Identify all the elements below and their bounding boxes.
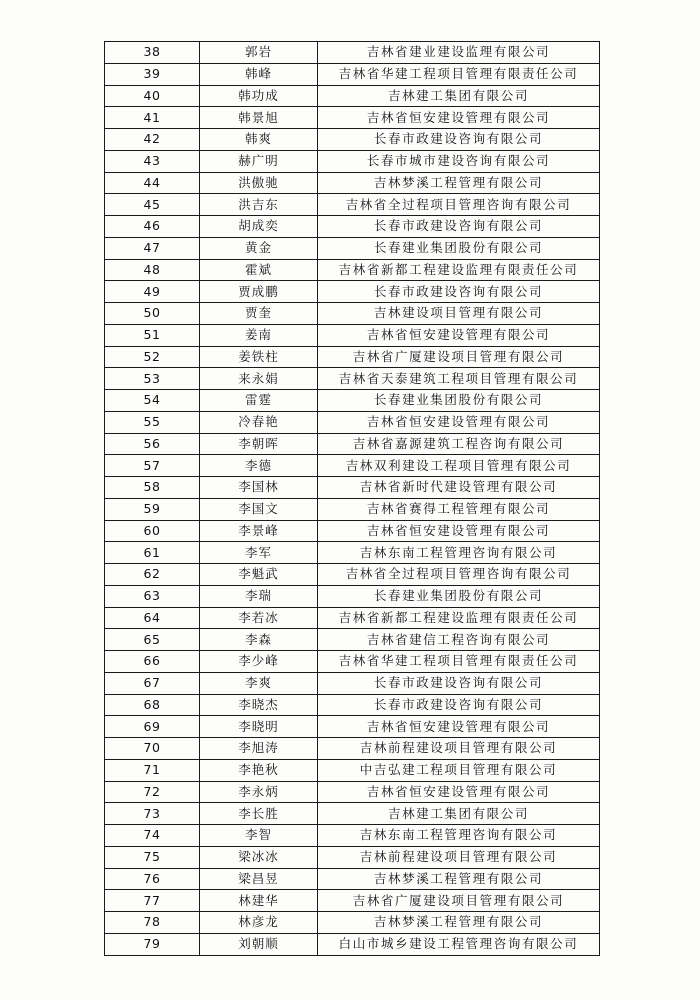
table-row [105, 912, 600, 934]
table-row [105, 129, 600, 151]
row-number-cell: 74 [105, 825, 200, 847]
row-number-cell: 78 [105, 912, 200, 934]
person-name-cell: 林建华 [200, 890, 318, 912]
organization-cell: 吉林省华建工程项目管理有限责任公司 [318, 63, 600, 85]
organization-cell: 吉林前程建设项目管理有限公司 [318, 846, 600, 868]
person-name-cell: 洪傲驰 [200, 172, 318, 194]
organization-cell: 吉林建设项目管理有限公司 [318, 303, 600, 325]
person-name-cell: 李晓明 [200, 716, 318, 738]
person-name-cell: 胡成奕 [200, 216, 318, 238]
table-row [105, 520, 600, 542]
organization-cell: 吉林省建信工程咨询有限公司 [318, 629, 600, 651]
row-number-cell: 50 [105, 303, 200, 325]
table-row [105, 672, 600, 694]
row-number-cell: 45 [105, 194, 200, 216]
table-row [105, 281, 600, 303]
organization-cell: 长春市政建设咨询有限公司 [318, 216, 600, 238]
row-number-cell: 44 [105, 172, 200, 194]
row-number-cell: 58 [105, 477, 200, 499]
table-row [105, 455, 600, 477]
person-name-cell: 姜铁柱 [200, 346, 318, 368]
organization-cell: 吉林省恒安建设管理有限公司 [318, 716, 600, 738]
organization-cell: 吉林省天泰建筑工程项目管理有限公司 [318, 368, 600, 390]
table-row [105, 216, 600, 238]
table-row [105, 564, 600, 586]
person-name-cell: 李若冰 [200, 607, 318, 629]
row-number-cell: 56 [105, 433, 200, 455]
table-row [105, 651, 600, 673]
table-row [105, 585, 600, 607]
organization-cell: 长春市政建设咨询有限公司 [318, 694, 600, 716]
row-number-cell: 39 [105, 63, 200, 85]
row-number-cell: 69 [105, 716, 200, 738]
row-number-cell: 76 [105, 868, 200, 890]
person-name-cell: 李魁武 [200, 564, 318, 586]
table-row [105, 303, 600, 325]
person-name-cell: 韩景旭 [200, 107, 318, 129]
person-name-cell: 韩峰 [200, 63, 318, 85]
row-number-cell: 43 [105, 150, 200, 172]
person-name-cell: 李德 [200, 455, 318, 477]
row-number-cell: 66 [105, 651, 200, 673]
person-name-cell: 李景峰 [200, 520, 318, 542]
organization-cell: 吉林省全过程项目管理咨询有限公司 [318, 194, 600, 216]
person-name-cell: 李爽 [200, 672, 318, 694]
personnel-table-body [105, 42, 600, 956]
person-name-cell: 贾成鹏 [200, 281, 318, 303]
organization-cell: 长春建业集团股份有限公司 [318, 237, 600, 259]
organization-cell: 吉林省新都工程建设监理有限责任公司 [318, 259, 600, 281]
row-number-cell: 67 [105, 672, 200, 694]
organization-cell: 吉林梦溪工程管理有限公司 [318, 172, 600, 194]
table-row [105, 607, 600, 629]
person-name-cell: 来永娟 [200, 368, 318, 390]
organization-cell: 吉林省广厦建设项目管理有限公司 [318, 346, 600, 368]
row-number-cell: 59 [105, 498, 200, 520]
person-name-cell: 梁冰冰 [200, 846, 318, 868]
table-row [105, 368, 600, 390]
table-row [105, 759, 600, 781]
row-number-cell: 60 [105, 520, 200, 542]
row-number-cell: 63 [105, 585, 200, 607]
organization-cell: 吉林省恒安建设管理有限公司 [318, 520, 600, 542]
organization-cell: 长春建业集团股份有限公司 [318, 585, 600, 607]
person-name-cell: 刘朝顺 [200, 933, 318, 955]
row-number-cell: 64 [105, 607, 200, 629]
organization-cell: 长春市政建设咨询有限公司 [318, 129, 600, 151]
person-name-cell: 梁昌昱 [200, 868, 318, 890]
organization-cell: 吉林省华建工程项目管理有限责任公司 [318, 651, 600, 673]
row-number-cell: 61 [105, 542, 200, 564]
table-row [105, 390, 600, 412]
row-number-cell: 46 [105, 216, 200, 238]
organization-cell: 吉林省恒安建设管理有限公司 [318, 781, 600, 803]
row-number-cell: 79 [105, 933, 200, 955]
person-name-cell: 李森 [200, 629, 318, 651]
organization-cell: 吉林省新都工程建设监理有限责任公司 [318, 607, 600, 629]
row-number-cell: 54 [105, 390, 200, 412]
person-name-cell: 郭岩 [200, 42, 318, 64]
organization-cell: 长春市政建设咨询有限公司 [318, 672, 600, 694]
row-number-cell: 53 [105, 368, 200, 390]
table-row [105, 85, 600, 107]
table-row [105, 42, 600, 64]
row-number-cell: 48 [105, 259, 200, 281]
organization-cell: 吉林省赛得工程管理有限公司 [318, 498, 600, 520]
table-row [105, 172, 600, 194]
person-name-cell: 霍斌 [200, 259, 318, 281]
organization-cell: 吉林东南工程管理咨询有限公司 [318, 542, 600, 564]
table-row [105, 716, 600, 738]
person-name-cell: 李瑞 [200, 585, 318, 607]
table-row [105, 477, 600, 499]
row-number-cell: 71 [105, 759, 200, 781]
organization-cell: 吉林梦溪工程管理有限公司 [318, 868, 600, 890]
organization-cell: 吉林双利建设工程项目管理有限公司 [318, 455, 600, 477]
row-number-cell: 70 [105, 738, 200, 760]
row-number-cell: 47 [105, 237, 200, 259]
person-name-cell: 李智 [200, 825, 318, 847]
person-name-cell: 姜南 [200, 324, 318, 346]
organization-cell: 吉林省全过程项目管理咨询有限公司 [318, 564, 600, 586]
table-row [105, 433, 600, 455]
person-name-cell: 贾奎 [200, 303, 318, 325]
organization-cell: 吉林东南工程管理咨询有限公司 [318, 825, 600, 847]
row-number-cell: 55 [105, 411, 200, 433]
row-number-cell: 51 [105, 324, 200, 346]
table-row [105, 346, 600, 368]
table-row [105, 738, 600, 760]
organization-cell: 吉林省恒安建设管理有限公司 [318, 324, 600, 346]
table-row [105, 868, 600, 890]
organization-cell: 吉林省嘉源建筑工程咨询有限公司 [318, 433, 600, 455]
table-row [105, 107, 600, 129]
table-row [105, 411, 600, 433]
row-number-cell: 77 [105, 890, 200, 912]
organization-cell: 吉林省建业建设监理有限公司 [318, 42, 600, 64]
person-name-cell: 李永炳 [200, 781, 318, 803]
table-row [105, 237, 600, 259]
person-name-cell: 李长胜 [200, 803, 318, 825]
organization-cell: 中吉弘建工程项目管理有限公司 [318, 759, 600, 781]
organization-cell: 吉林建工集团有限公司 [318, 803, 600, 825]
person-name-cell: 李晓杰 [200, 694, 318, 716]
person-name-cell: 洪吉东 [200, 194, 318, 216]
table-row [105, 890, 600, 912]
table-row [105, 150, 600, 172]
person-name-cell: 李朝晖 [200, 433, 318, 455]
table-row [105, 825, 600, 847]
person-name-cell: 冷春艳 [200, 411, 318, 433]
organization-cell: 吉林省新时代建设管理有限公司 [318, 477, 600, 499]
person-name-cell: 李国林 [200, 477, 318, 499]
table-row [105, 933, 600, 955]
row-number-cell: 40 [105, 85, 200, 107]
person-name-cell: 黄金 [200, 237, 318, 259]
row-number-cell: 65 [105, 629, 200, 651]
row-number-cell: 52 [105, 346, 200, 368]
row-number-cell: 72 [105, 781, 200, 803]
person-name-cell: 李国文 [200, 498, 318, 520]
person-name-cell: 林彦龙 [200, 912, 318, 934]
organization-cell: 吉林梦溪工程管理有限公司 [318, 912, 600, 934]
person-name-cell: 李旭涛 [200, 738, 318, 760]
table-row [105, 781, 600, 803]
organization-cell: 长春市政建设咨询有限公司 [318, 281, 600, 303]
row-number-cell: 68 [105, 694, 200, 716]
table-row [105, 803, 600, 825]
table-row [105, 259, 600, 281]
person-name-cell: 赫广明 [200, 150, 318, 172]
person-name-cell: 李军 [200, 542, 318, 564]
organization-cell: 吉林省广厦建设项目管理有限公司 [318, 890, 600, 912]
table-row [105, 629, 600, 651]
row-number-cell: 73 [105, 803, 200, 825]
person-name-cell: 李少峰 [200, 651, 318, 673]
person-name-cell: 韩功成 [200, 85, 318, 107]
person-name-cell: 雷霆 [200, 390, 318, 412]
row-number-cell: 62 [105, 564, 200, 586]
organization-cell: 长春建业集团股份有限公司 [318, 390, 600, 412]
organization-cell: 吉林省恒安建设管理有限公司 [318, 107, 600, 129]
row-number-cell: 42 [105, 129, 200, 151]
organization-cell: 吉林建工集团有限公司 [318, 85, 600, 107]
personnel-table [104, 41, 600, 956]
person-name-cell: 李艳秋 [200, 759, 318, 781]
organization-cell: 吉林前程建设项目管理有限公司 [318, 738, 600, 760]
organization-cell: 吉林省恒安建设管理有限公司 [318, 411, 600, 433]
table-row [105, 324, 600, 346]
table-row [105, 63, 600, 85]
organization-cell: 白山市城乡建设工程管理咨询有限公司 [318, 933, 600, 955]
table-row [105, 498, 600, 520]
organization-cell: 长春市城市建设咨询有限公司 [318, 150, 600, 172]
table-row [105, 846, 600, 868]
row-number-cell: 75 [105, 846, 200, 868]
table-row [105, 542, 600, 564]
row-number-cell: 57 [105, 455, 200, 477]
person-name-cell: 韩爽 [200, 129, 318, 151]
table-row [105, 694, 600, 716]
row-number-cell: 49 [105, 281, 200, 303]
row-number-cell: 41 [105, 107, 200, 129]
row-number-cell: 38 [105, 42, 200, 64]
table-row [105, 194, 600, 216]
